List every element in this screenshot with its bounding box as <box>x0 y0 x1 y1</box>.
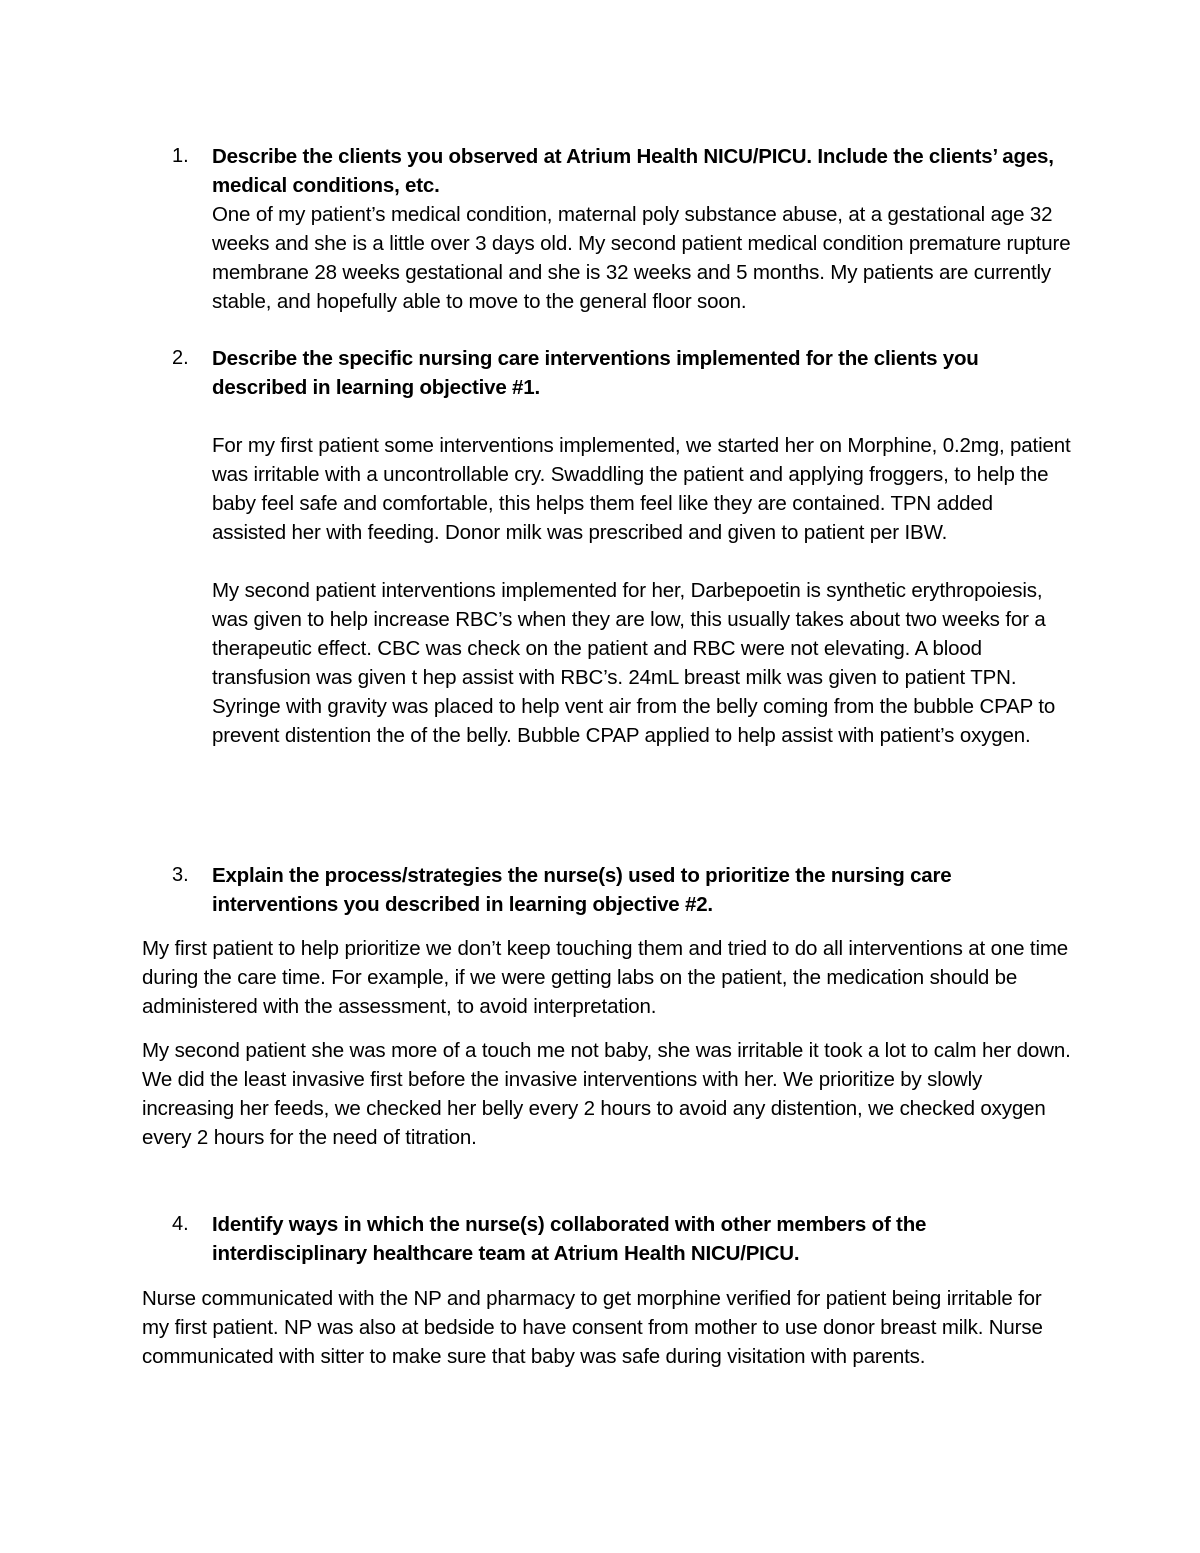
question-title: Explain the process/strategies the nurse(s) used to prioritize the nursing care interventions you described in learning objective #2. <box>212 864 952 916</box>
question-title: Describe the specific nursing care interventions implemented for the clients you described in learning objective #1. <box>212 347 979 399</box>
question-2 <box>172 344 1072 750</box>
answer-paragraph: For my first patient some interventions implemented, we started her on Morphine, 0.2mg, patient was irritable with a uncontrollable cry. Swaddling the patient and applying froggers, to help the baby feel safe and comfortable, this helps them feel like they are contained. TPN added assisted her with feeding. Donor milk was prescribed and given to patient per IBW. <box>212 434 1071 544</box>
question-title: Describe the clients you observed at Atrium Health NICU/PICU. Include the clients’ ages, medical conditions, etc. <box>212 145 1054 197</box>
question-4 <box>172 1210 1072 1268</box>
question-3 <box>172 861 1072 919</box>
answer-paragraph: My first patient to help prioritize we don’t keep touching them and tried to do all interventions at one time during the care time. For example, if we were getting labs on the patient, the medication should be administered with the assessment, to avoid interpretation. <box>142 937 1069 1018</box>
answer-paragraph: Nurse communicated with the NP and pharmacy to get morphine verified for patient being irritable for my first patient. NP was also at bedside to have consent from mother to use donor breast milk. Nurse communicated with sitter to make sure that baby was safe during visitation with parents. <box>142 1287 1043 1368</box>
answer-paragraph: One of my patient’s medical condition, maternal poly substance abuse, at a gestational age 32 weeks and she is a little over 3 days old. My second patient medical condition premature rupture membrane 28 weeks gestational and she is 32 weeks and 5 months. My patients are currently stable, and hopefully able to move to the general floor soon. <box>212 203 1071 313</box>
question-1 <box>172 142 1072 316</box>
question-number: 3. <box>172 864 189 886</box>
answer-paragraph: My second patient she was more of a touch me not baby, she was irritable it took a lot to calm her down. We did the least invasive first before the invasive interventions with her. We prioritize by slowly increasing her feeds, we checked her belly every 2 hours to avoid any distention, we checked oxygen every 2 hours for the need of titration. <box>142 1039 1071 1149</box>
question-number: 2. <box>172 347 189 369</box>
answer-paragraph: My second patient interventions implemented for her, Darbepoetin is synthetic erythropoiesis, was given to help increase RBC’s when they are low, this usually takes about two weeks for a therapeutic effect. CBC was check on the patient and RBC were not elevating. A blood transfusion was given t hep assist with RBC’s. 24mL breast milk was given to patient TPN. Syringe with gravity was placed to help vent air from the belly coming from the bubble CPAP to prevent distention the of the belly. Bubble CPAP applied to help assist with patient’s oxygen. <box>212 579 1056 747</box>
question-number: 4. <box>172 1213 189 1235</box>
question-number: 1. <box>172 145 189 167</box>
question-title: Identify ways in which the nurse(s) collaborated with other members of the interdisciplinary healthcare team at Atrium Health NICU/PICU. <box>212 1213 927 1265</box>
